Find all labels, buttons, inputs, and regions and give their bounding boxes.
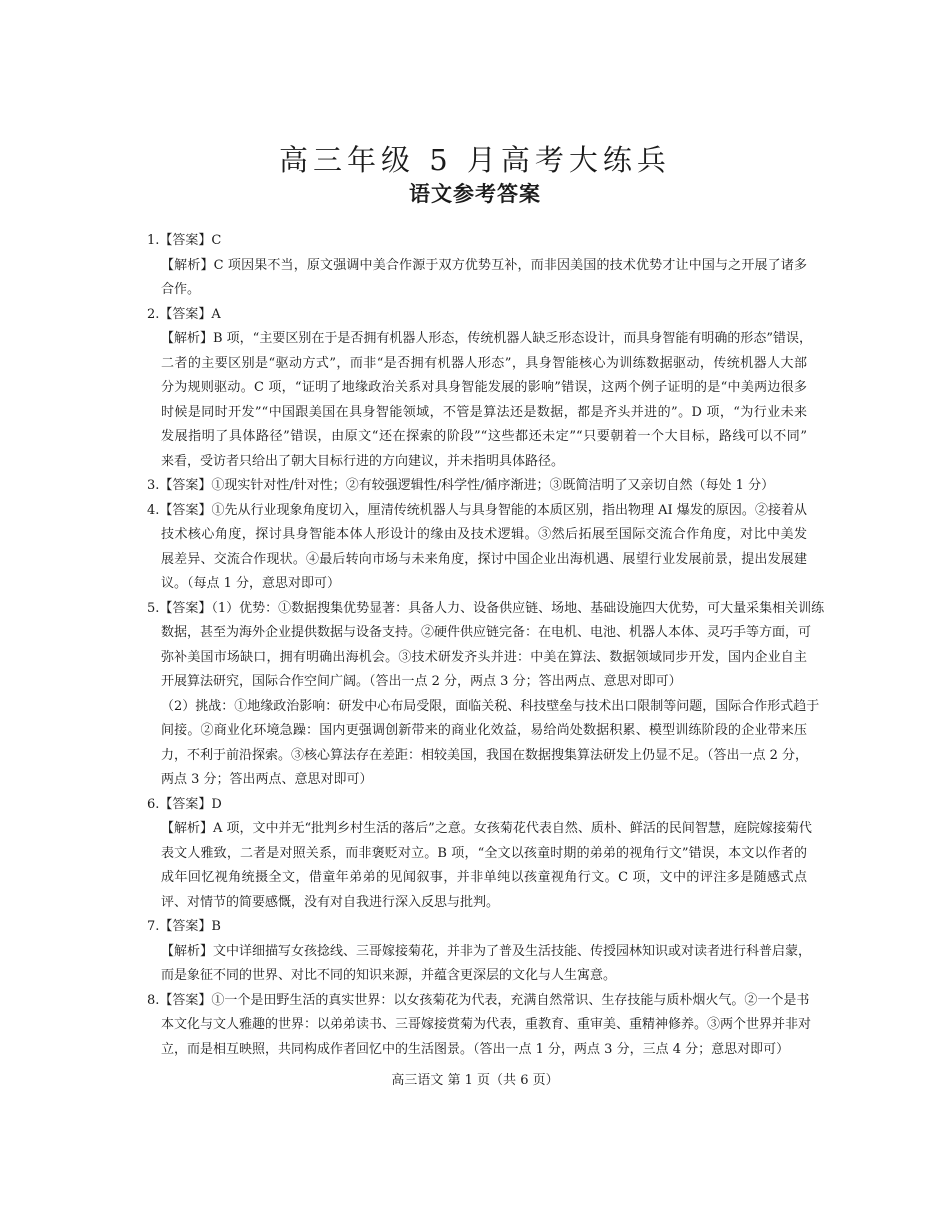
- text-line: 6.【答案】D: [147, 796, 222, 812]
- text-line: 2.【答案】A: [147, 306, 221, 322]
- text-line: 3.【答案】①现实针对性/针对性；②有较强逻辑性/科学性/循序渐进；③既简洁明了又亲切自然（每处 1 分）: [147, 478, 775, 493]
- answer-content: [147, 229, 825, 1062]
- page-subtitle: 语文参考答案: [409, 182, 541, 206]
- text-line: 数据，甚至为海外企业提供数据与设备支持。②硬件供应链完备：在电机、电池、机器人本体、灵巧手等方面，可: [161, 625, 812, 640]
- text-line: 弥补美国市场缺口，拥有明确出海机会。③技术研发齐头并进：中美在算法、数据领域同步开发，国内企业自主: [161, 649, 807, 665]
- text-line: 【解析】A 项，文中并无“批判乡村生活的落后”之意。女孩菊花代表自然、质朴、鲜活的民间智慧，庭院嫁接菊代: [161, 821, 812, 836]
- text-line: 分为规则驱动。C 项，“证明了地缘政治关系对具身智能发展的影响”错误，这两个例子证明的是“中美两边很多: [161, 380, 807, 395]
- text-line: 1.【答案】C: [147, 233, 222, 248]
- text-line: 间接。②商业化环境急躁：国内更强调创新带来的商业化效益，易给尚处数据积累、模型训练阶段的企业带来压: [161, 723, 807, 738]
- text-line: 表文人雅致，二者是对照关系，而非褒贬对立。B 项，“全文以孩童时期的弟弟的视角行文”错误，本文以作者的: [161, 845, 807, 861]
- text-line: 力，不利于前沿探索。③核心算法存在差距：相较美国，我国在数据搜集算法研发上仍显不足。（答出一点 2 分，: [161, 747, 809, 763]
- text-line: 技术核心角度，探讨具身智能本体人形设计的缘由及技术逻辑。③然后拓展至国际交流合作角度，对比中美发: [161, 527, 807, 542]
- text-line: （2）挑战：①地缘政治影响：研发中心布局受限，面临关税、科技壁垒与技术出口限制等问题，国际合作形式趋于: [161, 698, 820, 714]
- text-line: 议。（每点 1 分，意思对即可）: [161, 576, 341, 591]
- page-title: 高三年级 5 月高考大练兵: [279, 143, 671, 177]
- text-line: 【解析】C 项因果不当，原文强调中美合作源于双方优势互补，而非因美国的技术优势才让中国与之开展了诸多: [161, 257, 807, 273]
- text-line: 【解析】文中详细描写女孩捻线、三哥嫁接菊花，并非为了普及生活技能、传授园林知识或对读者进行科普启蒙，: [161, 943, 812, 959]
- text-line: 4.【答案】①先从行业现象角度切入，厘清传统机器人与具身智能的本质区别，指出物理 AI 爆发的原因。②接着从: [147, 502, 807, 518]
- text-line: 合作。: [161, 282, 201, 297]
- text-line: 开展算法研究，国际合作空间广阔。（答出一点 2 分，两点 3 分；答出两点、意思对即可）: [161, 674, 682, 689]
- text-line: 而是象征不同的世界、对比不同的知识来源，并蕴含更深层的文化与人生寓意。: [161, 968, 617, 983]
- text-line: 评、对情节的简要感慨，没有对自我进行深入反思与批判。: [161, 894, 500, 910]
- text-line: 【解析】B 项，“主要区别在于是否拥有机器人形态，传统机器人缺乏形态设计，而具身智能有明确的形态”错误，: [161, 331, 812, 346]
- page-footer: 高三语文 第 1 页（共 6 页）: [391, 1073, 559, 1088]
- text-line: 时候是同时开发”“中国跟美国在具身智能领域，不管是算法还是数据，都是齐头并进的”。D 项，“为行业未来: [161, 404, 807, 420]
- text-line: 本文化与文人雅趣的世界：以弟弟读书、三哥嫁接赏菊为代表，重教育、重审美、重精神修养。③两个世界并非对: [161, 1017, 812, 1032]
- text-line: 两点 3 分；答出两点、意思对即可）: [161, 772, 373, 787]
- text-line: 8.【答案】①一个是田野生活的真实世界：以女孩菊花为代表，充满自然常识、生存技能与质朴烟火气。②一个是书: [147, 992, 810, 1008]
- text-line: 发展指明了具体路径”错误，由原文“还在探索的阶段”“这些都还未定”“只要朝着一个大目标，路线可以不同”: [161, 429, 807, 444]
- text-line: 二者的主要区别是“驱动方式”，而非“是否拥有机器人形态”，具身智能核心为训练数据驱动，传统机器人大部: [161, 355, 807, 371]
- text-line: 7.【答案】B: [147, 919, 221, 934]
- text-line: 展差异、交流合作现状。④最后转向市场与未来角度，探讨中国企业出海机遇、展望行业发展前景，提出发展建: [161, 551, 807, 567]
- text-line: 5.【答案】（1）优势：①数据搜集优势显著：具备人力、设备供应链、场地、基础设施四大优势，可大量采集相关训练: [147, 600, 825, 616]
- text-line: 成年回忆视角统摄全文，借童年弟弟的见闻叙事，并非单纯以孩童视角行文。C 项，文中的评注多是随感式点: [161, 870, 807, 885]
- text-line: 来看，受访者只给出了朝大目标行进的方向建议，并未指明具体路径。: [161, 453, 565, 469]
- text-line: 立，而是相互映照，共同构成作者回忆中的生活图景。（答出一点 1 分，两点 3 分，三点 4 分；意思对即可）: [161, 1041, 790, 1057]
